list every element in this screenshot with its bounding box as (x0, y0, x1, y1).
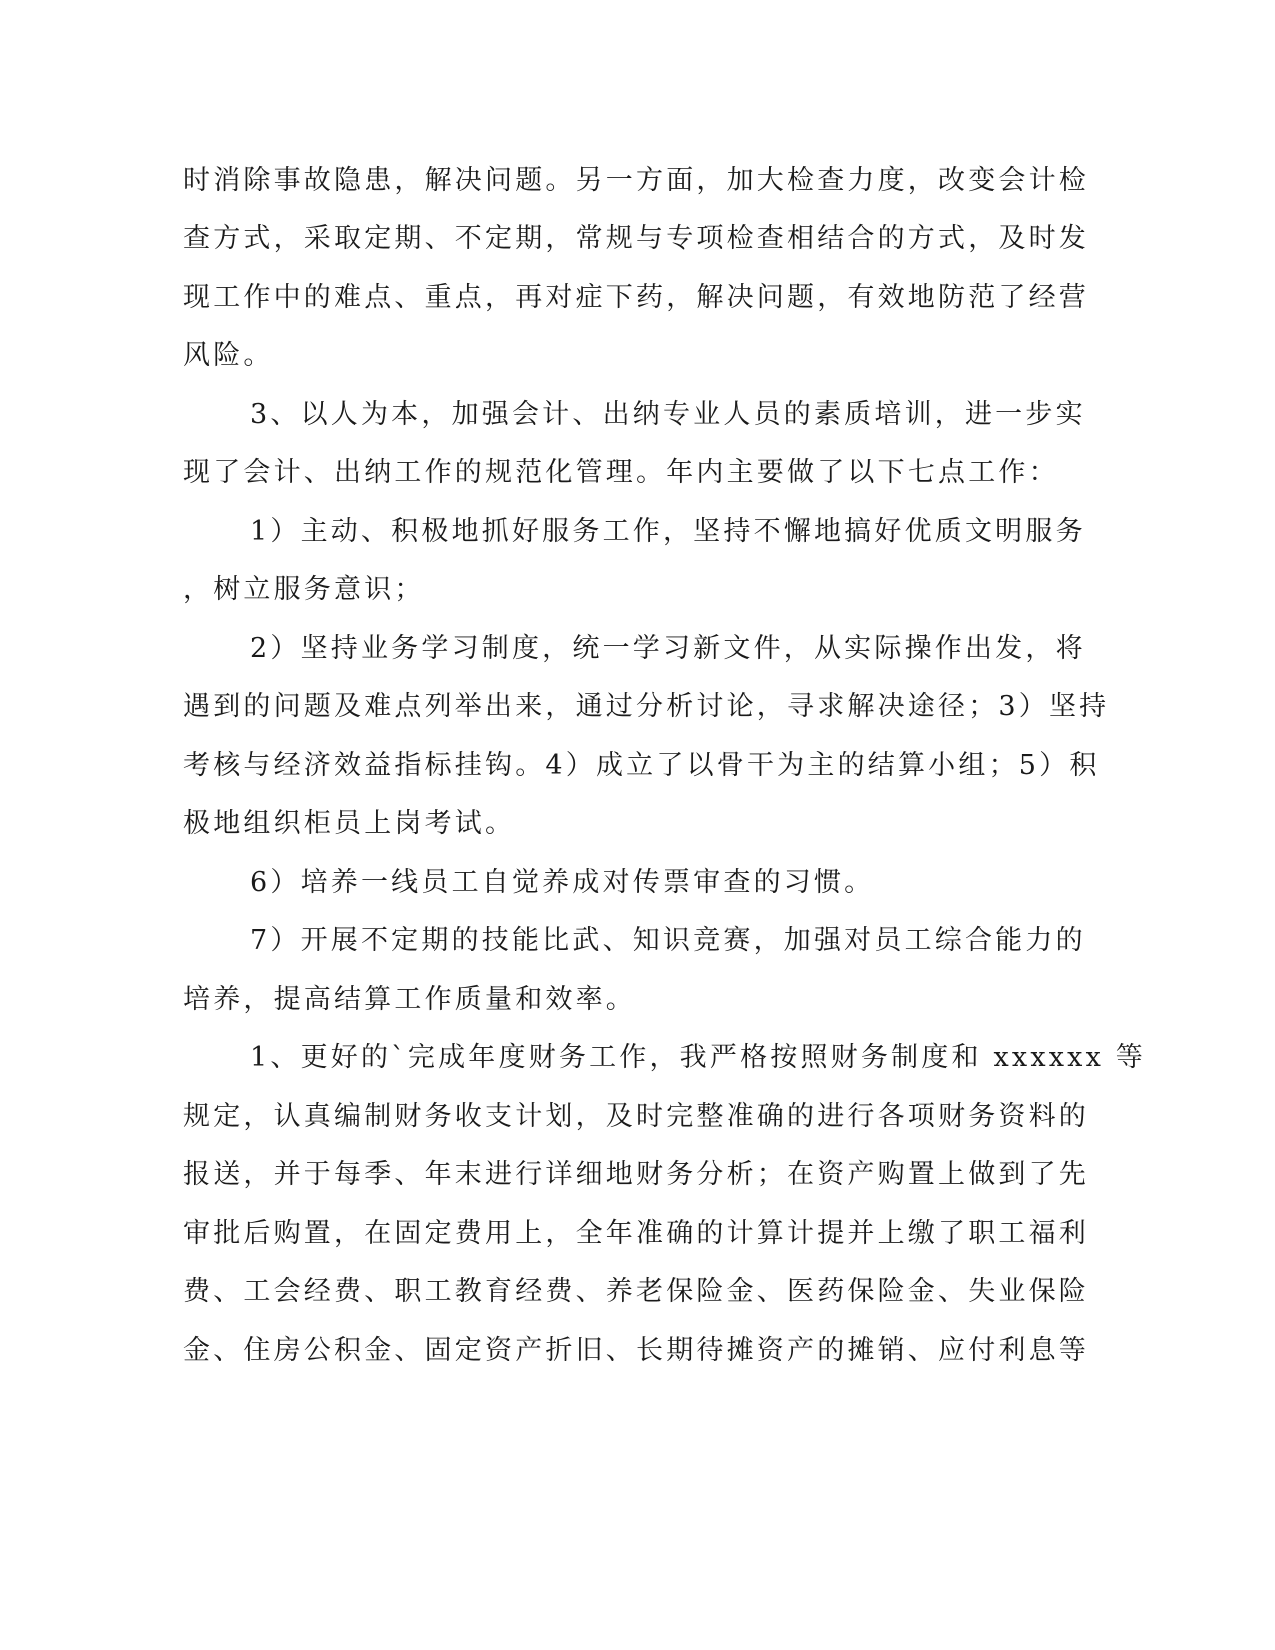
text-line: 风险。 (183, 340, 274, 371)
text-line: 查方式，采取定期、不定期，常规与专项检查相结合的方式，及时发 (183, 223, 1089, 254)
paragraph-start-line: 3、以人为本，加强会计、出纳专业人员的素质培训，进一步实 (250, 399, 1086, 430)
text-line: 现了会计、出纳工作的规范化管理。年内主要做了以下七点工作： (183, 457, 1059, 488)
text-line: 报送，并于每季、年末进行详细地财务分析；在资产购置上做到了先 (183, 1159, 1089, 1190)
text-line: 极地组织柜员上岗考试。 (183, 808, 516, 839)
text-line: 培养，提高结算工作质量和效率。 (183, 984, 636, 1015)
list-item-line: 2）坚持业务学习制度，统一学习新文件，从实际操作出发，将 (250, 633, 1086, 664)
list-item-line: 7）开展不定期的技能比武、知识竞赛，加强对员工综合能力的 (250, 925, 1086, 956)
text-line: 金、住房公积金、固定资产折旧、长期待摊资产的摊销、应付利息等 (183, 1335, 1089, 1366)
text-line: 时消除事故隐患，解决问题。另一方面，加大检查力度，改变会计检 (183, 165, 1089, 196)
list-item-line: 6）培养一线员工自觉养成对传票审查的习惯。 (250, 867, 875, 898)
text-line: ，树立服务意识； (183, 574, 425, 605)
text-line: 费、工会经费、职工教育经费、养老保险金、医药保险金、失业保险 (183, 1276, 1089, 1307)
text-line: 遇到的问题及难点列举出来，通过分析讨论，寻求解决途径；3）坚持 (183, 691, 1110, 722)
text-line: 现工作中的难点、重点，再对症下药，解决问题，有效地防范了经营 (183, 282, 1089, 313)
text-line: 审批后购置，在固定费用上，全年准确的计算计提并上缴了职工福利 (183, 1218, 1089, 1249)
paragraph-start-line: 1、更好的`完成年度财务工作，我严格按照财务制度和 xxxxxx 等 (250, 1042, 1147, 1073)
text-line: 考核与经济效益指标挂钩。4）成立了以骨干为主的结算小组；5）积 (183, 750, 1100, 781)
list-item-line: 1）主动、积极地抓好服务工作，坚持不懈地搞好优质文明服务 (250, 516, 1086, 547)
text-line: 规定，认真编制财务收支计划，及时完整准确的进行各项财务资料的 (183, 1101, 1089, 1132)
